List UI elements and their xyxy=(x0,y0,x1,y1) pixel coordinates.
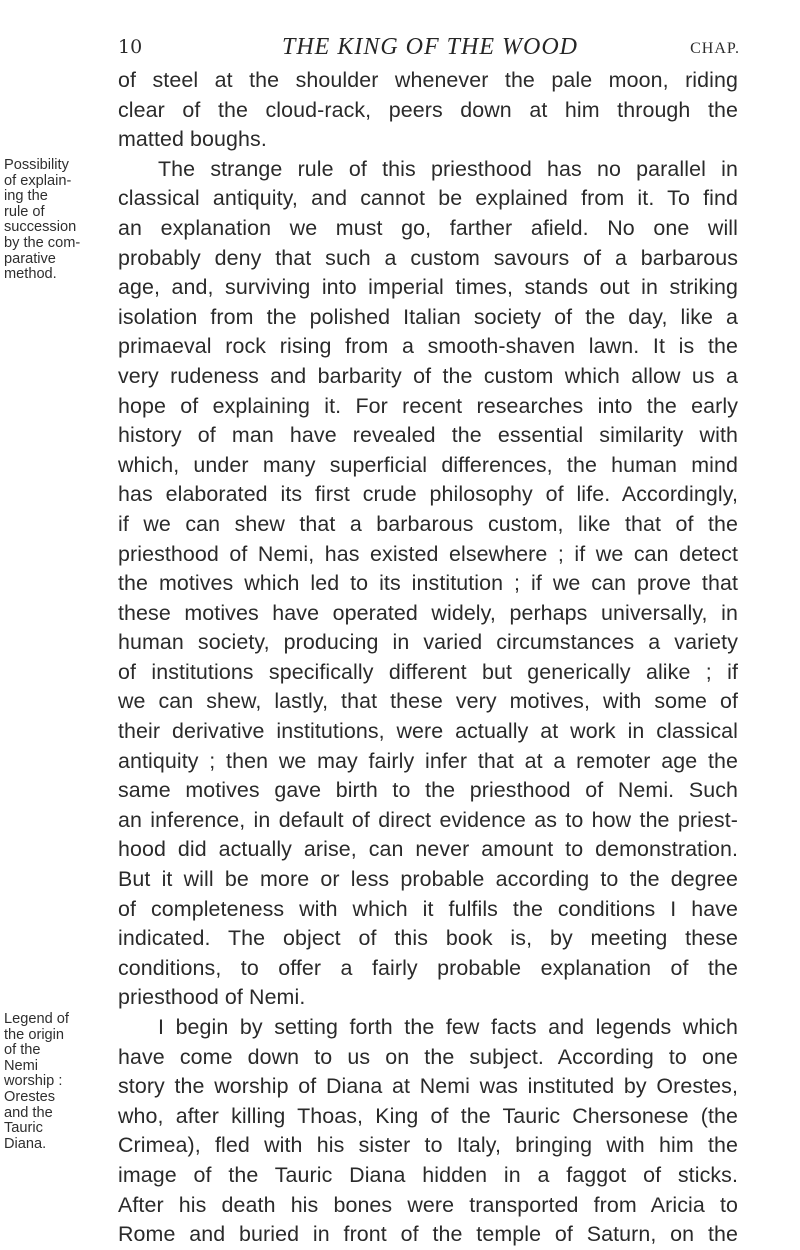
text-line: probably deny that such a custom savours of a barbarous xyxy=(118,245,738,270)
text-line: we can shew, lastly, that these very motives, with some of xyxy=(118,689,738,714)
text-line: age, and, surviving into imperial times, stands out in striking xyxy=(118,275,738,300)
text-line: of completeness with which it fulfils the conditions I have xyxy=(118,896,738,921)
sidenote-line: parative xyxy=(4,250,56,267)
text-line: The strange rule of this priesthood has no parallel in xyxy=(158,156,738,181)
running-head xyxy=(118,36,738,66)
text-line: But it will be more or less probable according to the degree xyxy=(118,867,738,892)
text-line: same motives gave birth to the priesthood of Nemi. Such xyxy=(118,778,738,803)
sidenote-line: Diana. xyxy=(4,1135,47,1152)
sidenote-line: Orestes xyxy=(4,1088,56,1105)
text-line: story the worship of Diana at Nemi was instituted by Orestes, xyxy=(118,1074,738,1099)
text-line: hope of explaining it. For recent researches into the early xyxy=(118,393,738,418)
text-line: an inference, in default of direct evidence as to how the priest- xyxy=(118,807,738,832)
text-line: of institutions specifically different but generically alike ; if xyxy=(118,659,738,684)
text-line: priesthood of Nemi, has existed elsewhere ; if we can detect xyxy=(118,541,738,566)
text-line: if we can shew that a barbarous custom, like that of the xyxy=(118,511,738,536)
text-line: an explanation we must go, farther afield. No one will xyxy=(118,215,738,240)
sidenote-line: worship : xyxy=(4,1073,63,1090)
sidenote-line: of the xyxy=(4,1042,41,1059)
text-line: of steel at the shoulder whenever the pale moon, riding xyxy=(118,68,738,92)
sidenote-line: by the com- xyxy=(4,234,81,251)
sidenote-line: Legend of xyxy=(4,1011,69,1027)
text-line: these motives have operated widely, perhaps universally, in xyxy=(118,600,738,625)
body-text xyxy=(118,66,738,1250)
sidenote-line: succession xyxy=(4,219,77,236)
sidenote-comparative-method xyxy=(4,158,116,283)
text-line: clear of the cloud-rack, peers down at him through the xyxy=(118,97,738,122)
text-line: indicated. The object of this book is, by meeting these xyxy=(118,926,738,951)
sidenote-line: Nemi xyxy=(4,1057,39,1074)
sidenote-line: ing the xyxy=(4,188,48,205)
sidenote-line: Possibility xyxy=(4,157,69,173)
sidenote-nemi-legend xyxy=(4,1012,116,1152)
sidenote-line: rule of xyxy=(4,203,45,220)
text-line: history of man have revealed the essential similarity with xyxy=(118,423,738,448)
sidenote-line: method. xyxy=(4,266,57,283)
text-line: antiquity ; then we may fairly infer that at a remoter age the xyxy=(118,748,738,773)
text-line: image of the Tauric Diana hidden in a faggot of sticks. xyxy=(118,1162,738,1187)
text-line: priesthood of Nemi. xyxy=(118,985,306,1010)
sidenote-line: of explain- xyxy=(4,172,72,189)
chapter-label: CHAP. xyxy=(690,40,740,57)
text-line: Rome and buried in front of the temple of Saturn, on the xyxy=(118,1222,738,1247)
text-line: very rudeness and barbarity of the custom which allow us a xyxy=(118,363,738,388)
text-line: hood did actually arise, can never amount to demonstration. xyxy=(118,837,738,862)
text-line: conditions, to offer a fairly probable explanation of the xyxy=(118,955,738,980)
sidenote-line: the origin xyxy=(4,1026,65,1043)
text-line: After his death his bones were transported from Aricia to xyxy=(118,1192,738,1217)
text-line: Crimea), fled with his sister to Italy, bringing with him the xyxy=(118,1133,738,1158)
text-line: which, under many superficial differences, the human mind xyxy=(118,452,738,477)
text-line: the motives which led to its institution ; if we can prove that xyxy=(118,571,738,596)
text-line: I begin by setting forth the few facts and legends which xyxy=(158,1015,738,1039)
text-line: primaeval rock rising from a smooth-shaven lawn. It is the xyxy=(118,334,738,359)
text-line: classical antiquity, and cannot be explained from it. To find xyxy=(118,186,738,211)
book-title: THE KING OF THE WOOD xyxy=(282,34,578,60)
text-line: matted boughs. xyxy=(118,127,267,152)
page-number: 10 xyxy=(118,36,143,58)
text-line: have come down to us on the subject. According to one xyxy=(118,1044,738,1069)
sidenote-line: and the xyxy=(4,1104,53,1121)
text-line: who, after killing Thoas, King of the Tauric Chersonese (the xyxy=(118,1103,738,1128)
sidenote-line: Tauric xyxy=(4,1120,43,1137)
text-line: has elaborated its first crude philosophy of life. Accordingly, xyxy=(118,482,738,507)
text-line: isolation from the polished Italian society of the day, like a xyxy=(118,304,738,329)
text-line: human society, producing in varied circumstances a variety xyxy=(118,630,738,655)
text-line: their derivative institutions, were actually at work in classical xyxy=(118,719,738,744)
